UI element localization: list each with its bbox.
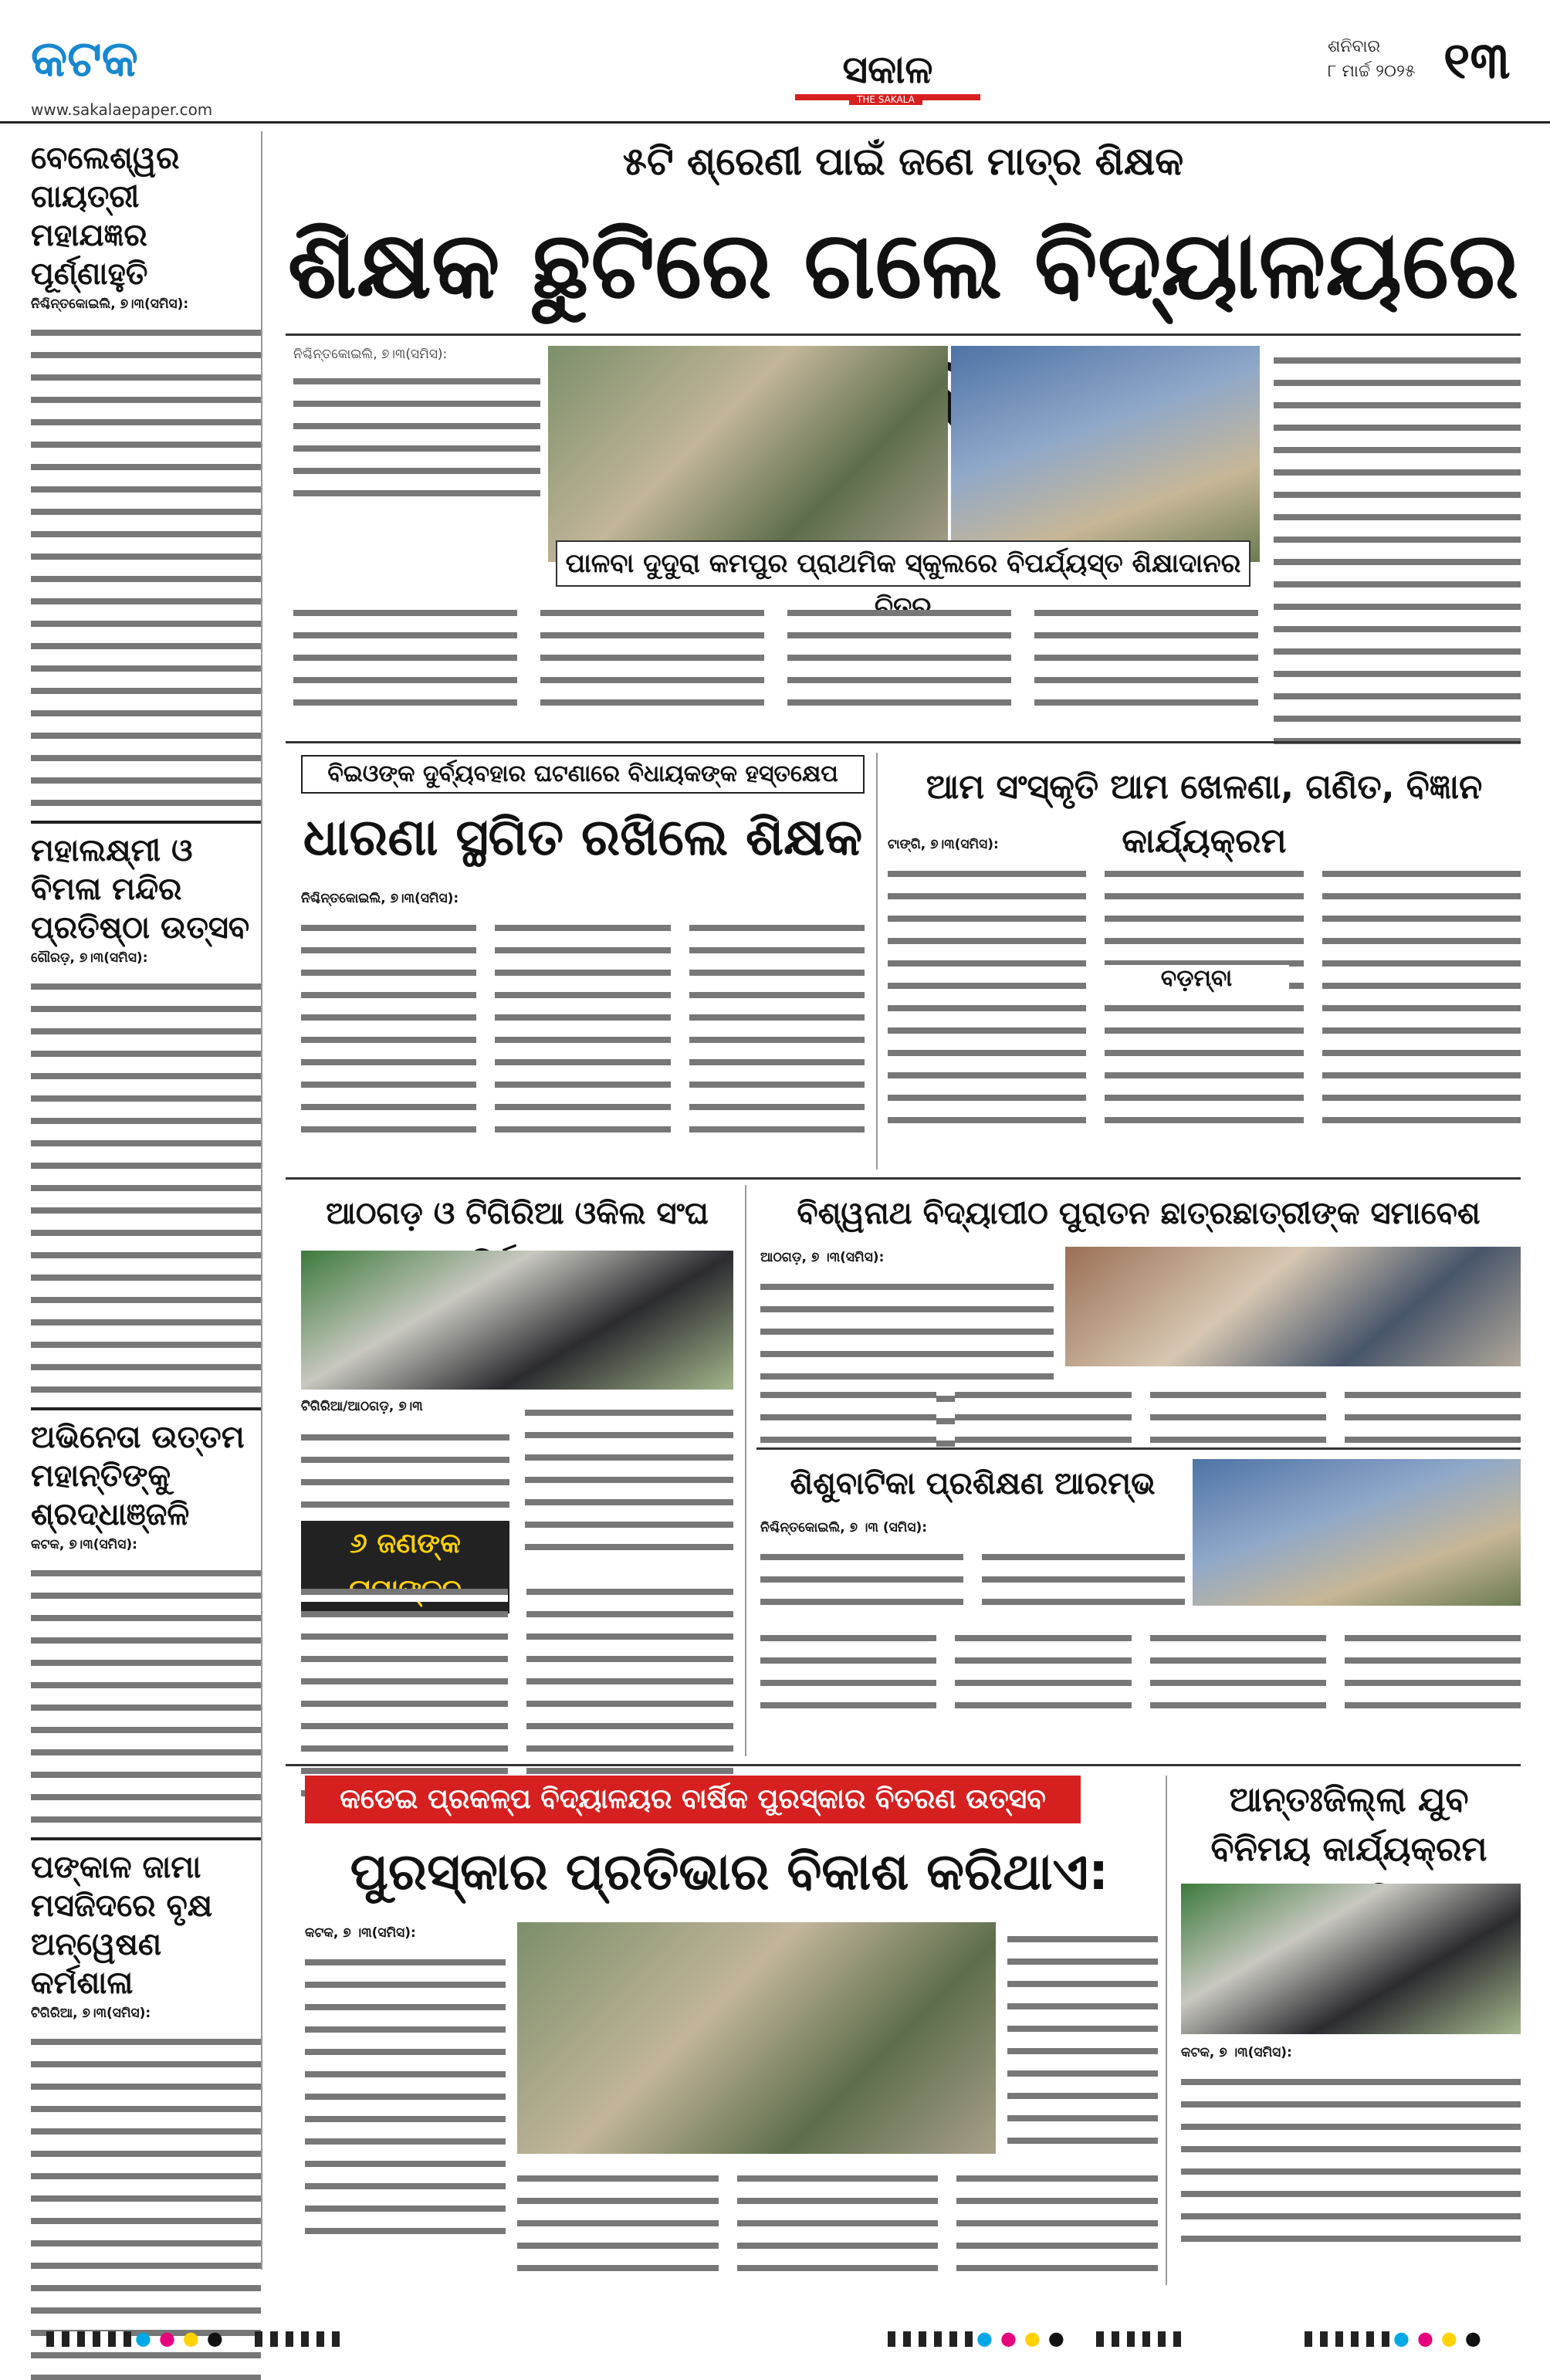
registration-strip bbox=[888, 2331, 973, 2347]
divider bbox=[286, 333, 1521, 336]
story4-body-2 bbox=[301, 1579, 733, 1803]
story3-dateline: ଟାଙ୍ଗି, ୭।୩(ସମିସ): bbox=[888, 837, 999, 852]
divider bbox=[286, 1177, 1521, 1180]
lead-body-col-right bbox=[1274, 348, 1521, 751]
divider bbox=[286, 1764, 1521, 1766]
story7-photo[interactable] bbox=[517, 1922, 996, 2154]
left-article-4[interactable] bbox=[31, 1848, 261, 2380]
divider bbox=[31, 821, 261, 824]
story5-photo[interactable] bbox=[1065, 1247, 1521, 1366]
story5-dateline: ଆଠଗଡ଼, ୭ ।୩(ସମିସ): bbox=[760, 1250, 885, 1265]
issue-date-value: ୮ ମାର୍ଚ୍ଚ ୨୦୨୫ bbox=[1328, 62, 1416, 81]
story7-body-3 bbox=[517, 2166, 1158, 2278]
left-article-headline: ପଙ୍କାଳ ଜାମା ମସଜିଦରେ ବୃକ୍ଷ ଅନ୍ୱେଷଣ କର୍ମଶାଳା bbox=[31, 1850, 213, 2001]
article-body bbox=[31, 320, 261, 813]
lead-dateline: ନିଶ୍ଚିନ୍ତକୋଇଲି, ୭।୩(ସମିସ): bbox=[293, 347, 448, 362]
divider bbox=[31, 1407, 261, 1410]
story4-tag: ୬ ଜଣଙ୍କ bbox=[301, 1521, 509, 1613]
city-label: କଟକ bbox=[31, 31, 138, 88]
story6-dateline: ନିଶ୍ଚିନ୍ତକୋଇଲି, ୭ ।୩ (ସମିସ): bbox=[760, 1520, 928, 1535]
story3-subhead: ବଡ଼ମ୍ବା bbox=[1104, 965, 1289, 992]
story6-body-2 bbox=[760, 1626, 1521, 1715]
issue-day: ଶନିବାର bbox=[1328, 37, 1381, 56]
story3-headline[interactable]: ଆମ ସଂସ୍କୃତି ଆମ ଖେଳଣା, ଗଣିତ, ବିଜ୍ଞାନ କାର୍ଯ୍ୟକ୍ରମ bbox=[926, 767, 1483, 861]
story7-headline[interactable]: ପୁରସ୍କାର ପ୍ରତିଭାର ବିକାଶ କରିଥାଏ: bbox=[350, 1842, 1109, 1901]
logo-subtext: THE SAKALA bbox=[849, 94, 922, 105]
left-article-headline: ଅଭିନେତା ଉତ୍ତମ ମହାନ୍ତିଙ୍କୁ ଶ୍ରଦ୍ଧାଞ୍ଜଳି bbox=[31, 1420, 245, 1532]
story4-dateline: ଟିଗିରିଆ/ଆଠଗଡ଼, ୭।୩ bbox=[301, 1399, 423, 1414]
story2-body bbox=[301, 916, 865, 1139]
color-registration-dots: ●●●● bbox=[135, 2328, 231, 2349]
color-registration-dots: ●●●● bbox=[976, 2328, 1072, 2349]
story7-kicker: କଡେଇ ପ୍ରକଳ୍ପ ବିଦ୍ୟାଳୟର ବାର୍ଷିକ ପୁରସ୍କାର ବିତରଣ ଉତ୍ସବ bbox=[305, 1776, 1081, 1823]
color-registration-dots: ●●●● bbox=[1393, 2328, 1489, 2349]
story7-body-1 bbox=[305, 1950, 506, 2241]
story5-headline[interactable]: ବିଶ୍ୱନାଥ ବିଦ୍ୟାପୀଠ ପୁରାତନ ଛାତ୍ରଛାତ୍ରୀଙ୍କ ସମାବେଶ bbox=[797, 1196, 1481, 1231]
lead-photo-school-building[interactable] bbox=[548, 346, 948, 562]
left-article-headline: ମହାଲକ୍ଷ୍ମୀ ଓ ବିମଳା ମନ୍ଦିର ପ୍ରତିଷ୍ଠା ଉତ୍ସବ bbox=[31, 833, 250, 946]
lead-photo-classroom[interactable] bbox=[951, 346, 1260, 562]
story8-headline[interactable]: ଆନ୍ତଃଜିଲ୍ଲା ଯୁବ ବିନିମୟ କାର୍ଯ୍ୟକ୍ରମ bbox=[1210, 1780, 1487, 1869]
newspaper-logo bbox=[795, 46, 980, 105]
story4-headline[interactable]: ଆଠଗଡ଼ ଓ ଟିଗିରିଆ ଓକିଲ ସଂଘ bbox=[326, 1196, 709, 1231]
registration-strip bbox=[255, 2331, 340, 2347]
left-news-column bbox=[31, 131, 262, 2270]
website-link[interactable]: www.sakalaepaper.com bbox=[31, 100, 213, 119]
story6-photo[interactable] bbox=[1193, 1459, 1521, 1606]
left-article-dateline: ଗୌରଡ଼, ୭।୩(ସମିସ): bbox=[31, 950, 148, 966]
story2-dateline: ନିଶ୍ଚିନ୍ତକୋଇଲି, ୭।୩(ସମିସ): bbox=[301, 891, 459, 906]
divider bbox=[876, 753, 878, 1170]
story7-body-2 bbox=[1007, 1927, 1158, 2151]
story5-body-2 bbox=[760, 1383, 1521, 1450]
left-article-1[interactable] bbox=[31, 139, 261, 813]
story4-photo[interactable] bbox=[301, 1251, 733, 1390]
registration-strip bbox=[46, 2331, 131, 2347]
story7-dateline: କଟକ, ୭ ।୩(ସମିସ): bbox=[305, 1925, 416, 1941]
divider bbox=[31, 1837, 261, 1840]
article-body bbox=[31, 974, 261, 1400]
lead-body-col-1 bbox=[293, 369, 540, 503]
left-article-dateline: ନିଶ୍ଚିନ୍ତକୋଇଲି, ୭।୩(ସମିସ): bbox=[31, 296, 189, 312]
story3-body bbox=[888, 862, 1521, 1130]
divider bbox=[1166, 1776, 1167, 2285]
divider bbox=[286, 741, 1521, 743]
left-article-dateline: କଟକ, ୭।୩(ସମିସ): bbox=[31, 1537, 137, 1552]
masthead bbox=[0, 0, 1550, 124]
left-article-3[interactable] bbox=[31, 1418, 261, 1830]
issue-date bbox=[1328, 35, 1416, 84]
lead-kicker: ୫ଟି ଶ୍ରେଣୀ ପାଇଁ ଜଣେ ମାତ୍ର ଶିକ୍ଷକ bbox=[622, 139, 1184, 184]
lead-photo-caption: ପାଳବା ଦୁଦୁରା କମପୁର ପ୍ରାଥମିକ ସ୍କୁଲରେ ବିପର୍ଯ୍ୟସ୍ତ ଶିକ୍ଷାଦାନର bbox=[556, 540, 1250, 587]
logo-text: ସକାଳ bbox=[842, 46, 933, 92]
lead-headline[interactable]: ଶିକ୍ଷକ ଛୁଟିରେ ଗଲେ ବିଦ୍ୟାଳୟରେ bbox=[287, 212, 1519, 320]
story2-headline[interactable]: ଧାରଣା ସ୍ଥଗିତ ରଖିଲେ ଶିକ୍ଷକ bbox=[303, 807, 863, 867]
story2-kicker: ବିଇଓଙ୍କ ଦୁର୍ବ୍ୟବହାର ଘଟଣାରେ ବିଧାୟକଙ୍କ ହସ୍ତକ୍ଷେପ bbox=[301, 755, 865, 794]
left-article-dateline: ଟିଗିରିଆ, ୭।୩(ସମିସ): bbox=[31, 2006, 151, 2021]
article-body bbox=[31, 1561, 261, 1830]
story4-body-3 bbox=[525, 1400, 733, 1557]
lead-body bbox=[293, 601, 1258, 713]
left-article-headline: ବେଲେଶ୍ୱର ଗାୟତ୍ରୀ ମହାଯଜ୍ଞର ପୂର୍ଣ୍ଣାହୁତି bbox=[31, 140, 180, 292]
registration-strip bbox=[1305, 2331, 1389, 2347]
story6-body-1 bbox=[760, 1545, 1185, 1612]
left-article-2[interactable] bbox=[31, 831, 261, 1400]
story8-body bbox=[1181, 2070, 1521, 2249]
divider bbox=[745, 1185, 746, 1756]
registration-strip bbox=[1096, 2331, 1181, 2347]
divider bbox=[756, 1447, 1521, 1450]
story6-headline[interactable]: ଶିଶୁବାଟିକା ପ୍ରଶିକ୍ଷଣ ଆରମ୍ଭ bbox=[790, 1466, 1156, 1501]
page-number: ୧୩ bbox=[1443, 31, 1511, 90]
story8-photo[interactable] bbox=[1181, 1884, 1521, 2034]
story8-dateline: କଟକ, ୭ ।୩(ସମିସ): bbox=[1181, 2045, 1292, 2060]
